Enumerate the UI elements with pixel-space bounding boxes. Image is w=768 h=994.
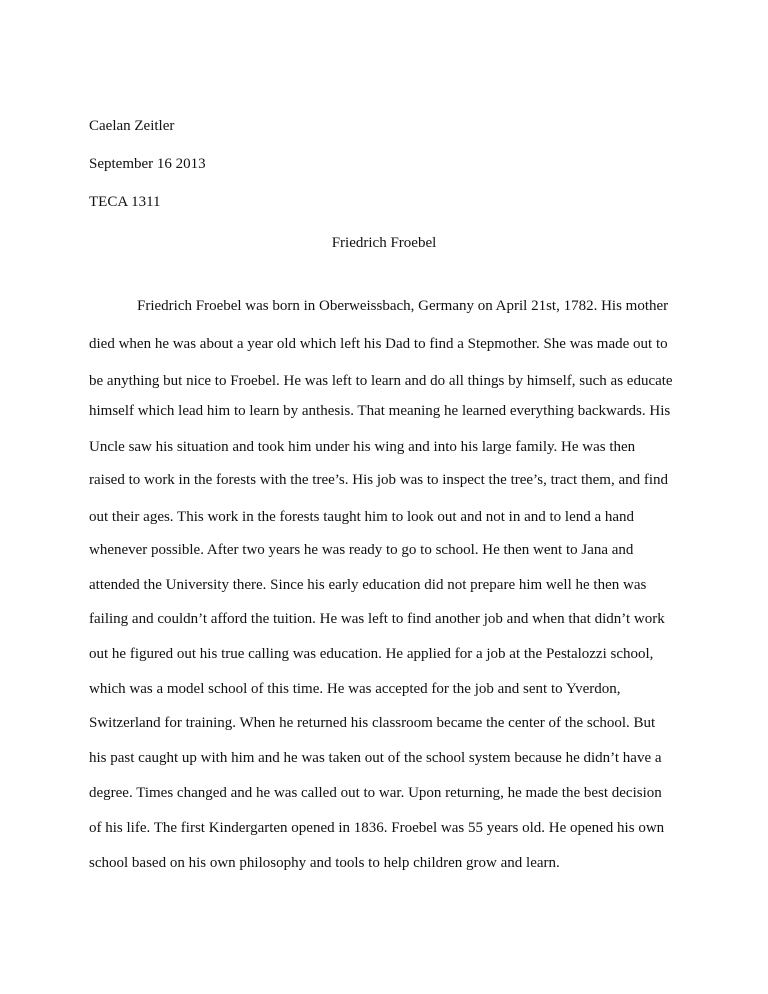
paragraph-line: which was a model school of this time. He was accepted for the job and sent to Yverdon, bbox=[89, 681, 621, 697]
paragraph-line: degree. Times changed and he was called out to war. Upon returning, he made the best decision bbox=[89, 785, 662, 801]
paragraph-line: his past caught up with him and he was taken out of the school system because he didn’t have a bbox=[89, 750, 662, 766]
paragraph-line: attended the University there. Since his early education did not prepare him well he then was bbox=[89, 577, 647, 593]
paragraph-line: Switzerland for training. When he returned his classroom became the center of the school. But bbox=[89, 715, 656, 731]
document-date: September 16 2013 bbox=[89, 156, 206, 172]
paragraph-line: died when he was about a year old which left his Dad to find a Stepmother. She was made out to bbox=[89, 336, 668, 352]
paragraph-line: of his life. The first Kindergarten opened in 1836. Froebel was 55 years old. He opened his own bbox=[89, 820, 665, 836]
paragraph-line: school based on his own philosophy and tools to help children grow and learn. bbox=[89, 855, 560, 871]
paragraph-line: raised to work in the forests with the tree’s. His job was to inspect the tree’s, tract them, and find bbox=[89, 472, 669, 488]
paragraph-line: Uncle saw his situation and took him under his wing and into his large family. He was then bbox=[89, 439, 636, 455]
document-title: Friedrich Froebel bbox=[331, 235, 437, 251]
paragraph-line: be anything but nice to Froebel. He was left to learn and do all things by himself, such as educate bbox=[89, 373, 673, 389]
paragraph-line: failing and couldn’t afford the tuition. He was left to find another job and when that didn’t work bbox=[89, 611, 665, 627]
paragraph-line: out their ages. This work in the forests taught him to look out and not in and to lend a hand bbox=[89, 509, 635, 525]
paragraph-line: himself which lead him to learn by anthesis. That meaning he learned everything backwards. His bbox=[89, 403, 671, 419]
course-code: TECA 1311 bbox=[89, 194, 161, 210]
paragraph-line: Friedrich Froebel was born in Oberweissbach, Germany on April 21st, 1782. His mother bbox=[137, 298, 669, 314]
paragraph-line: whenever possible. After two years he was ready to go to school. He then went to Jana and bbox=[89, 542, 634, 558]
paragraph-line: out he figured out his true calling was education. He applied for a job at the Pestalozzi school, bbox=[89, 646, 654, 662]
author-name: Caelan Zeitler bbox=[89, 118, 175, 134]
